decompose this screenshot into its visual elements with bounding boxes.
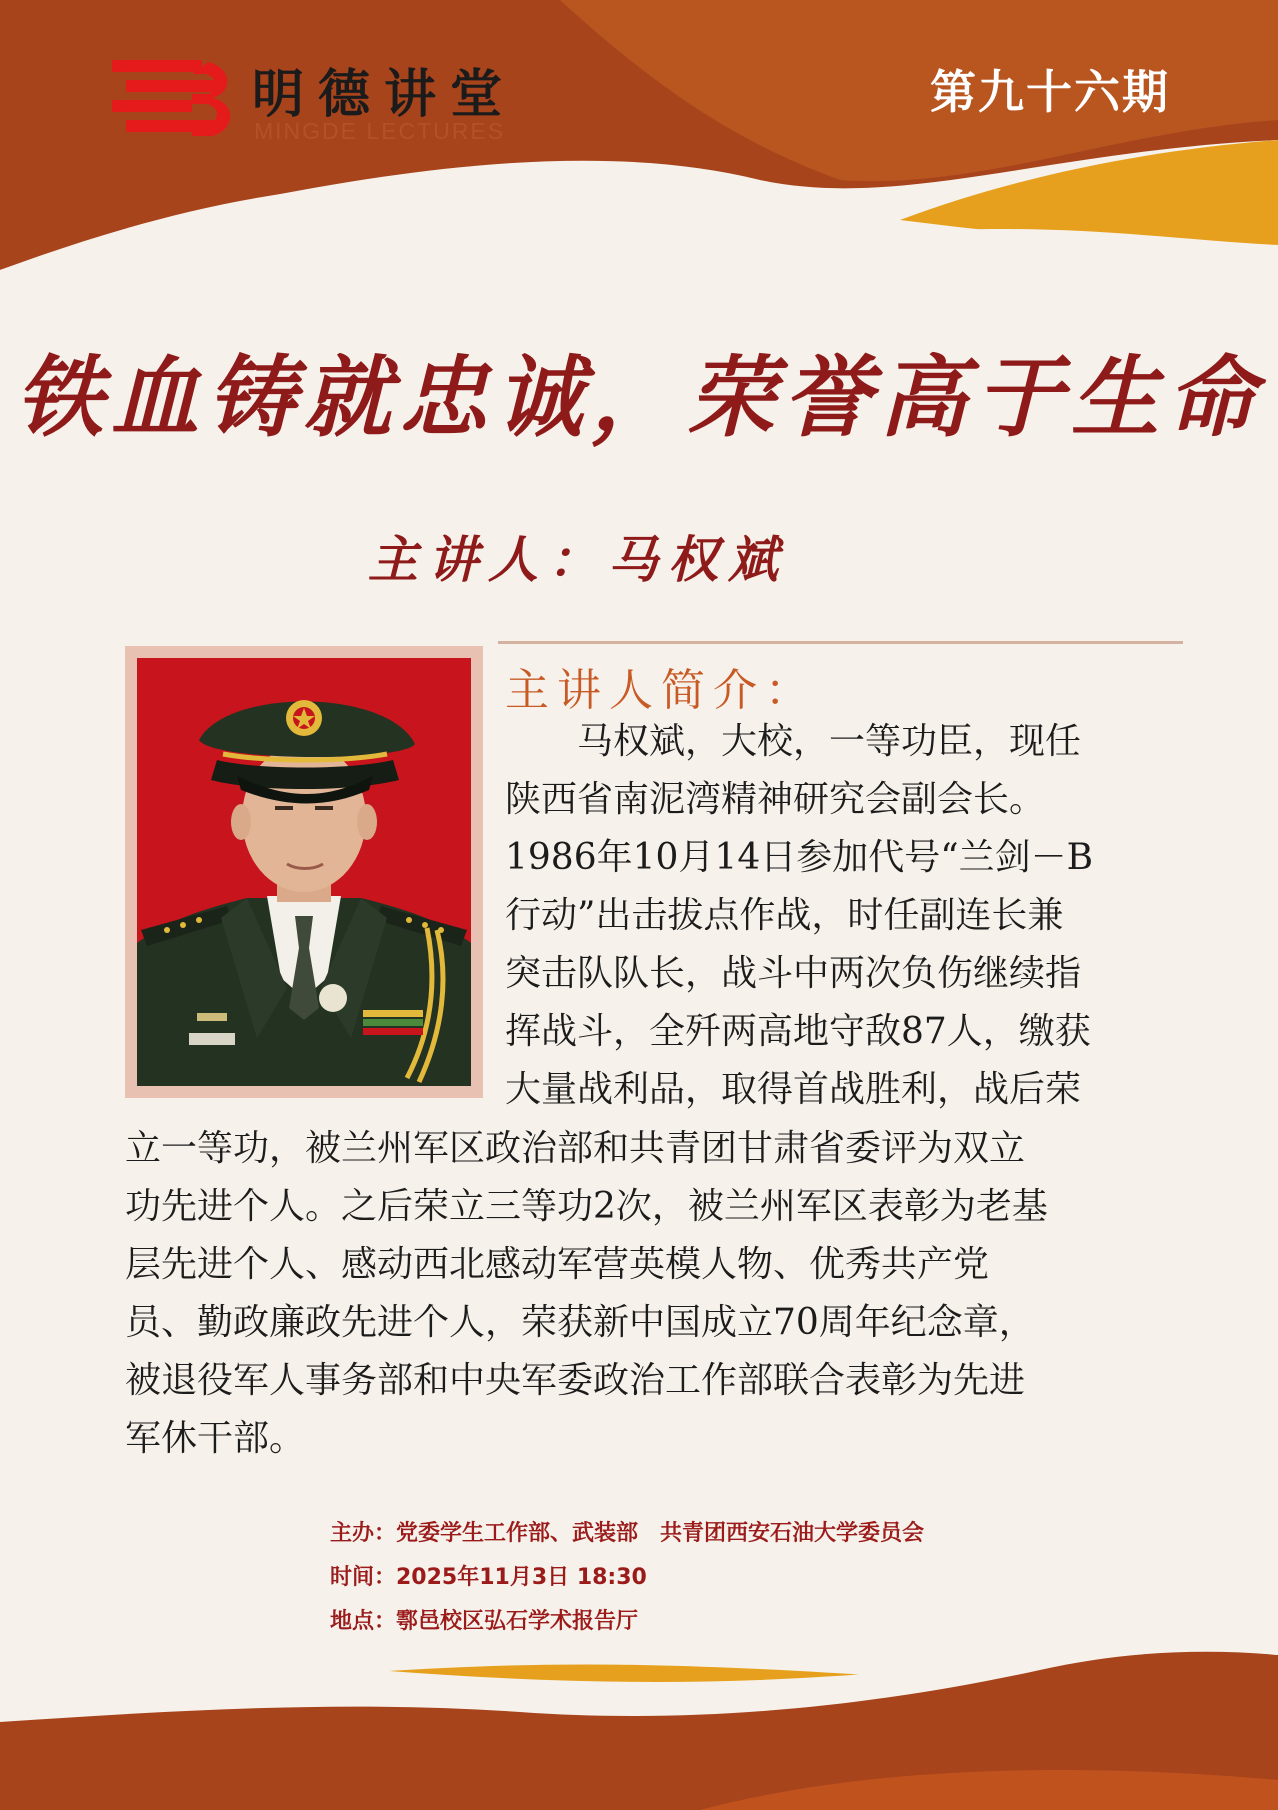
bio-line: 被退役军人事务部和中央军委政治工作部联合表彰为先进 <box>125 1360 1026 1401</box>
bio-line: 行动”出击拔点作战，时任副连长兼 <box>505 895 1064 936</box>
bio-line: 陕西省南泥湾精神研究会副会长。 <box>505 779 1046 820</box>
intro-heading: 主讲人简介： <box>505 665 817 716</box>
bio-line: 突击队队长，战斗中两次负伤继续指 <box>505 953 1082 994</box>
event-host: 主办：党委学生工作部、武装部 共青团西安石油大学委员会 <box>330 1521 925 1546</box>
lecture-title: 铁血铸就忠诚，荣誉高于生命 <box>14 345 1263 449</box>
event-location: 地点：鄠邑校区弘石学术报告厅 <box>330 1609 639 1634</box>
logo-icon <box>112 58 238 144</box>
bio-line: 层先进个人、感动西北感动军营英模人物、优秀共产党 <box>125 1244 990 1285</box>
bio-line: 马权斌，大校，一等功臣，现任 <box>505 721 1082 762</box>
bio-line: 立一等功，被兰州军区政治部和共青团甘肃省委评为双立 <box>125 1128 1026 1169</box>
bio-text-beside-photo <box>505 713 1183 1119</box>
speaker-portrait <box>137 658 471 1086</box>
issue-number: 第九十六期 <box>930 65 1170 119</box>
logo-text-en: MINGDE LECTURES <box>254 118 506 144</box>
logo-text-cn: 明德讲堂 <box>252 64 517 125</box>
bio-line: 员、勤政廉政先进个人，荣获新中国成立70周年纪念章， <box>125 1302 1035 1343</box>
bio-line: 大量战利品，取得首战胜利，战后荣 <box>505 1069 1082 1110</box>
event-time: 时间：2025年11月3日 18:30 <box>330 1565 647 1590</box>
bio-line: 功先进个人。之后荣立三等功2次，被兰州军区表彰为老基 <box>125 1186 1048 1227</box>
speaker-name: 主讲人：马权斌 <box>368 530 788 589</box>
intro-divider <box>498 641 1183 644</box>
bio-line: 1986年10月14日参加代号“兰剑－B <box>505 837 1094 878</box>
bio-line: 军休干部。 <box>125 1418 306 1459</box>
bio-line: 挥战斗，全歼两高地守敌87人，缴获 <box>505 1011 1091 1052</box>
bio-text-full-width <box>125 1120 1183 1468</box>
